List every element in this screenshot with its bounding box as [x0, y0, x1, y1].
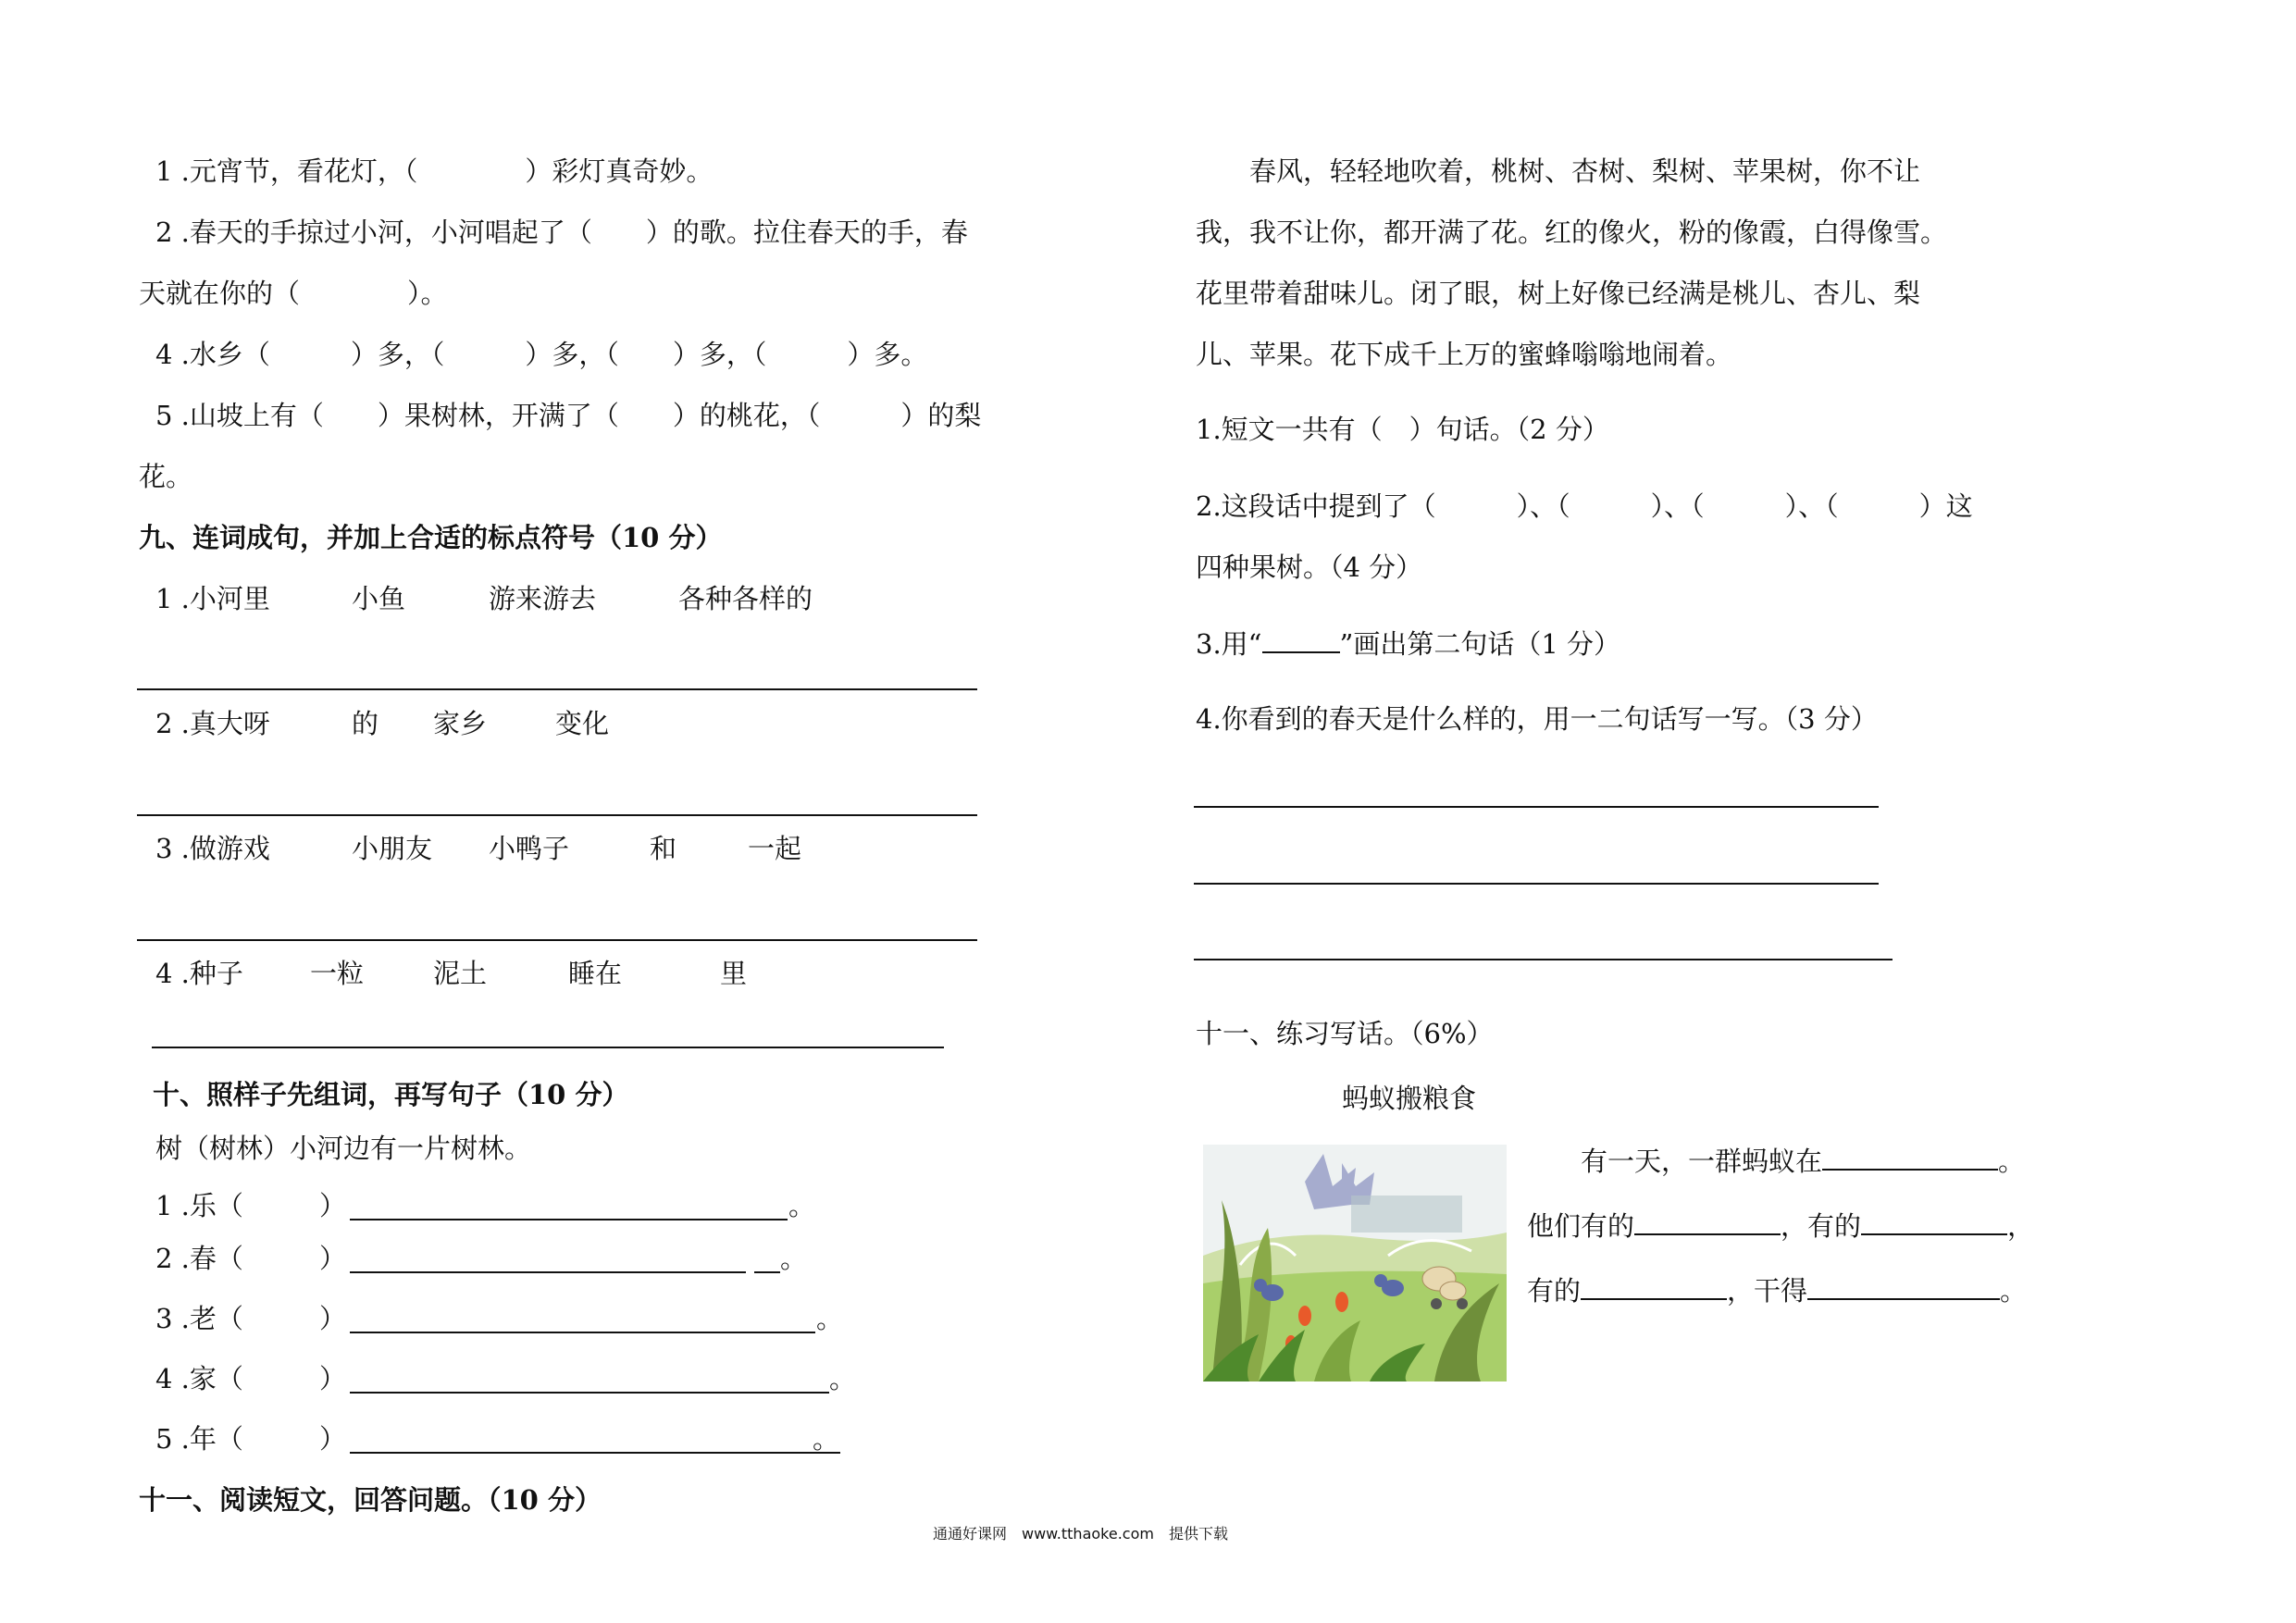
s10-item1-label: 1 .乐（ [155, 1190, 243, 1221]
s9-item1-word1: 1 .小河里 [155, 583, 270, 614]
s9-item2-word2: 的 [352, 708, 379, 739]
reading-q1: 1.短文一共有（ ）句话。（2 分） [1196, 414, 1609, 445]
s10-item3-close: ） [319, 1303, 347, 1334]
writing-line-2 [1527, 1209, 2034, 1242]
s9-item4-word4: 睡在 [568, 958, 623, 989]
section-10-title: 十、照样子先组词，再写句子（10 分） [153, 1079, 629, 1110]
s10-item5-label: 5 .年（ [155, 1423, 243, 1455]
s10-answer-line-4[interactable] [350, 1392, 829, 1394]
writing-line-3-text-a: 有的 [1527, 1275, 1582, 1307]
s9-item3-word4: 和 [650, 833, 677, 864]
s10-answer-line-3[interactable] [350, 1332, 815, 1333]
fill-q1: 1 .元宵节，看花灯，（ ）彩灯真奇妙。 [155, 155, 714, 187]
s9-item2-word3: 家乡 [433, 708, 488, 739]
s10-item4-label: 4 .家（ [155, 1363, 243, 1394]
s10-item5-close: ） [319, 1423, 347, 1455]
ants-illustration [1203, 1145, 1507, 1381]
s9-item3-word1: 3 .做游戏 [155, 833, 270, 864]
ants-illustration-svg [1203, 1145, 1507, 1381]
reading-q4: 4.你看到的春天是什么样的，用一二句话写一写。（3 分） [1196, 703, 1878, 735]
fill-q2-line2: 天就在你的（ ）。 [139, 278, 448, 309]
s10-item1-end: 。 [788, 1190, 816, 1221]
writing-blank-4[interactable] [1581, 1274, 1727, 1300]
s10-item5-end: 。 [813, 1423, 840, 1455]
s10-answer-line-2[interactable] [350, 1271, 746, 1273]
section-11-reading-title: 十一、阅读短文，回答问题。（10 分） [139, 1484, 602, 1516]
s10-answer-line-2b[interactable] [754, 1271, 780, 1273]
s9-item3-word2: 小朋友 [352, 833, 433, 864]
s10-answer-line-1[interactable] [350, 1219, 788, 1220]
writing-line-3-text-c: 。 [2000, 1275, 2028, 1307]
writing-subtitle: 蚂蚁搬粮食 [1342, 1083, 1477, 1114]
s9-item2-word1: 2 .真大呀 [155, 708, 270, 739]
writing-line-1-text-b: 。 [1998, 1146, 2026, 1177]
reading-answer-line-3[interactable] [1194, 959, 1893, 960]
s10-item4-end: 。 [829, 1363, 857, 1394]
reading-q3-pre: 3.用“ [1196, 628, 1262, 660]
passage-line-3: 花里带着甜味儿。闭了眼，树上好像已经满是桃儿、杏儿、梨 [1196, 278, 1921, 309]
reading-q3 [1196, 627, 1620, 660]
writing-blank-3[interactable] [1861, 1209, 2007, 1235]
writing-blank-1[interactable] [1822, 1145, 1998, 1171]
s9-answer-line-3[interactable] [137, 939, 977, 941]
s10-item1-close: ） [319, 1190, 347, 1221]
s9-item1-word3: 游来游去 [489, 583, 597, 614]
fill-q5-line2: 花。 [139, 461, 193, 492]
passage-line-4: 儿、苹果。花下成千上万的蜜蜂嗡嗡地闹着。 [1196, 339, 1733, 370]
reading-answer-line-2[interactable] [1194, 883, 1879, 885]
s10-item2-close: ） [319, 1243, 347, 1274]
section-10-example: 树（树林）小河边有一片树林。 [155, 1133, 532, 1164]
s9-item3-word5: 一起 [748, 833, 802, 864]
s10-item2-end: 。 [780, 1243, 808, 1274]
writing-line-1 [1527, 1145, 2025, 1177]
s9-answer-line-2[interactable] [137, 814, 977, 816]
writing-line-2-text-c: ， [2007, 1210, 2035, 1242]
passage-line-1: 春风，轻轻地吹着，桃树、杏树、梨树、苹果树，你不让 [1196, 155, 1921, 187]
s9-item3-word3: 小鸭子 [489, 833, 570, 864]
s9-answer-line-4[interactable] [152, 1047, 944, 1048]
reading-q3-post: ”画出第二句话（1 分） [1339, 628, 1620, 660]
s10-item4-close: ） [319, 1363, 347, 1394]
fill-q2-line1: 2 .春天的手掠过小河，小河唱起了（ ）的歌。拉住春天的手，春 [155, 217, 968, 248]
s9-item4-word5: 里 [720, 958, 748, 989]
s9-item4-word2: 一粒 [310, 958, 365, 989]
fill-q4: 4 .水乡（ ）多，（ ）多，（ ）多，（ ）多。 [155, 339, 928, 370]
writing-line-1-text-a: 有一天，一群蚂蚁在 [1527, 1146, 1823, 1177]
s9-item2-word4: 变化 [555, 708, 610, 739]
section-9-title: 九、连词成句，并加上合适的标点符号（10 分） [139, 522, 723, 553]
reading-q3-underline-sample [1262, 627, 1340, 653]
writing-line-2-text-a: 他们有的 [1527, 1210, 1635, 1242]
writing-line-2-text-b: ，有的 [1781, 1210, 1862, 1242]
s9-item4-word3: 泥土 [433, 958, 488, 989]
fill-q5-line1: 5 .山坡上有（ ）果树林，开满了（ ）的桃花，（ ）的梨 [155, 400, 982, 431]
s10-answer-line-5[interactable] [350, 1452, 840, 1454]
section-11-writing-title: 十一、练习写话。（6%） [1196, 1018, 1494, 1049]
passage-line-2: 我，我不让你，都开满了花。红的像火，粉的像霞，白得像雪。 [1196, 217, 1948, 248]
page-footer: 通通好课网 www.tthaoke.com 提供下载 [933, 1525, 1228, 1542]
writing-line-3-text-b: ，干得 [1727, 1275, 1808, 1307]
writing-blank-5[interactable] [1807, 1274, 2000, 1300]
reading-q2-line2: 四种果树。（4 分） [1196, 551, 1423, 583]
s10-item2-label: 2 .春（ [155, 1243, 243, 1274]
writing-blank-2[interactable] [1634, 1209, 1781, 1235]
s9-item1-word4: 各种各样的 [678, 583, 813, 614]
s9-answer-line-1[interactable] [137, 688, 977, 690]
s10-item3-label: 3 .老（ [155, 1303, 243, 1334]
reading-answer-line-1[interactable] [1194, 806, 1879, 808]
s10-item3-end: 。 [816, 1303, 844, 1334]
s9-item1-word2: 小鱼 [352, 583, 406, 614]
s9-item4-word1: 4 .种子 [155, 958, 243, 989]
writing-line-3 [1527, 1274, 2027, 1307]
reading-q2-line1: 2.这段话中提到了（ ）、（ ）、（ ）、（ ）这 [1196, 490, 1973, 522]
